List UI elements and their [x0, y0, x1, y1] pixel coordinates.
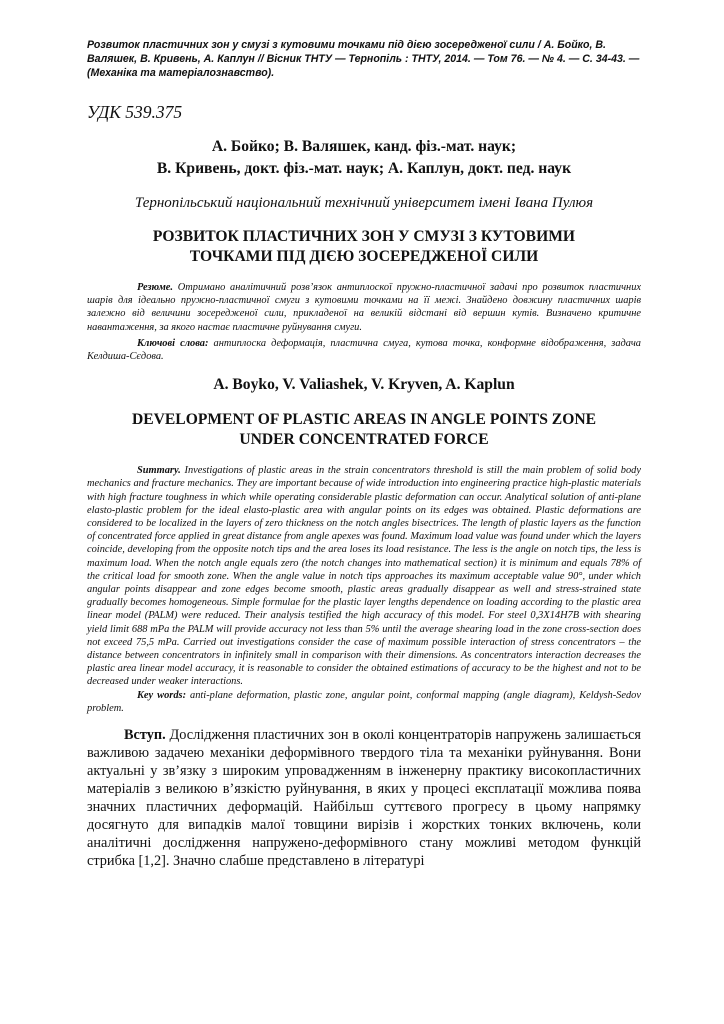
title-ua-line-2: ТОЧКАМИ ПІД ДІЄЮ ЗОСЕРЕДЖЕНОЇ СИЛИ	[189, 248, 539, 265]
abstract-ua-text: Отримано аналітичний розв’язок антиплоскої пружно-пластичної задачі про розвиток пластичних шарів для ідеально пружно-пластичної смуги з кутовими точками на її межі. Знайдено довжину пластичних шарів залежно від величини зосередженої сили, прикладеної на великій відстані від вершин кутів. Визначено критичне навантаження, за якого настає пластичне руйнування смуги.	[87, 282, 641, 333]
keywords-ua	[87, 337, 641, 363]
abstract-en	[87, 464, 641, 688]
page	[87, 38, 641, 870]
citation: Розвиток пластичних зон у смузі з кутовими точками під дією зосередженої сили / А. Бойко, В. Валяшек, В. Кривень, А. Каплун // Вісник ТНТУ — Тернопіль : ТНТУ, 2014. — Том 76. — № 4. — С. 34-43. — (Механіка та матеріалознавство).	[87, 39, 640, 79]
introduction-label: Вступ.	[124, 727, 166, 744]
keywords-en-text: anti-plane deformation, plastic zone, angular point, conformal mapping (angle diagram), Keldysh-Sedov problem.	[87, 689, 641, 714]
keywords-en-label: Key words:	[137, 689, 187, 701]
abstract-en-label: Summary.	[137, 465, 181, 477]
abstract-ua-label: Резюме.	[137, 282, 174, 293]
udk-code: УДК 539.375	[87, 102, 183, 122]
introduction-text: Дослідження пластичних зон в околі концентраторів напружень залишається важливою задачею механіки деформівного твердого тіла та механіки руйнування. Вони актуальні у зв’язку з широким упровадженням в інженерну практику високопластичних матеріалів з великою в’язкістю руйнування, в яких у процесі експлатації можлива поява значних пластичних деформацій. Найбільш суттєвого прогресу в цьому напрямку досягнуто для випадків малої товщини вирізів і жорстких тонких включень, коли аналітичні дослідження напружено-деформівного стану можливі методом функцій стрибка [1,2]. Значно слабше представлено в літературі	[87, 727, 641, 870]
title-en	[87, 410, 641, 450]
keywords-en	[87, 689, 641, 715]
keywords-ua-text: антиплоска деформація, пластична смуга, кутова точка, конформне відображення, задача Келдиша-Сєдова.	[87, 337, 641, 363]
authors-ua-line-1: А. Бойко; В. Валяшек, канд. фіз.-мат. наук;	[211, 138, 517, 155]
affiliation: Тернопільський національний технічний університет імені Івана Пулюя	[134, 195, 594, 211]
authors-ua	[87, 136, 641, 180]
title-en-line-1: DEVELOPMENT OF PLASTIC AREAS IN ANGLE POINTS ZONE	[131, 411, 596, 429]
introduction-paragraph	[87, 726, 641, 870]
keywords-ua-label: Ключові слова:	[137, 337, 209, 349]
abstract-en-text: Investigations of plastic areas in the strain concentrators threshold is still the main problem of solid body mechanics and fracture mechanics. They are important because of wide introduction into engineering practice high-plastic materials with high fracture toughness in which while operating considerable plastic deformation can occur. Analytical solution of anti-plane elasto-plastic problem for the ideal elasto-plastic area with angular points on its edges was obtained. Plastic deformations are considered to be localized in the layers of zero thickness on the notch angles bisectrices. The length of plastic layers as the function of concentrated force applied in great distance from angle apexes was found. Maximum load value was found under which the layers coincide, developing from the opposite notch tips and the area loses its load resistance. The less is the angle on notch tips, the less is maximum load. When the notch angle equals zero (the notch changes into mathematical section) it is minimum and equals 78% of the critical load for smooth zone. When the angle value in notch tips approaches its maximum acceptable value 90°, under which angular points disappear and zone edges become smooth, plastic areas gradually disappear as well and stress-strained state gradually becomes homogeneous. Simple formulae for the plastic layer lengths dependence on loading according to the plastic area linear model (PALM) were reduced. Their analysis testified the high accuracy of this model. For steel 0,3Х14Н7В with shearing yield limit 688 mPa the PALM will provide accuracy not less than 5% until the average shearing load in the zone cross-section does not exceed 75,5 mPa. Carried out investigations consider the case of maximum possible interaction of stress concentrators – the distance between concentrators in infinitely small in comparison with their dimensions. As concentrators interaction decreases the plastic area linear model accuracy, it is reasonable to consider the obtained estimations of accuracy to be the highest and not to be decreased under weaker interactions.	[87, 465, 641, 688]
title-ua	[87, 227, 641, 267]
authors-en: A. Boyko, V. Valiashek, V. Kryven, A. Kaplun	[213, 376, 515, 394]
title-en-line-2: UNDER CONCENTRATED FORCE	[239, 431, 489, 449]
authors-ua-line-2: В. Кривень, докт. фіз.-мат. наук; А. Каплун, докт. пед. наук	[156, 160, 572, 177]
title-ua-line-1: РОЗВИТОК ПЛАСТИЧНИХ ЗОН У СМУЗІ З КУТОВИМИ	[152, 228, 576, 245]
abstract-ua	[87, 281, 641, 334]
